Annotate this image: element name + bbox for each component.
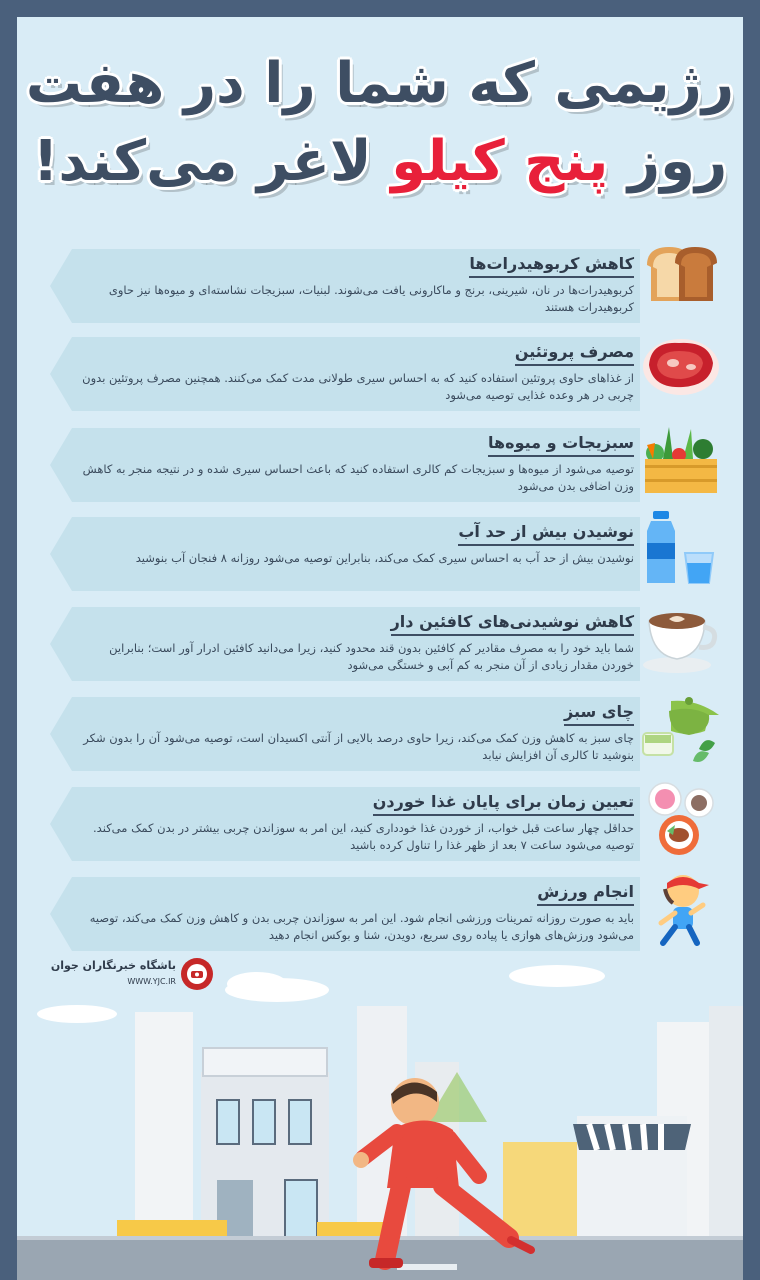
title-line-1: رژیمی که شما را در هفت [25, 51, 735, 116]
tip-body: حداقل چهار ساعت قبل خواب، از خوردن غذا خودداری کنید، این امر به سوزاندن چربی بیشتر در بدن کمک می‌کند. توصیه می‌شود ساعت ۷ بعد از ظهر غذا را تناول کرده باشید [93, 821, 634, 852]
tip-card [50, 249, 640, 323]
meat-icon [639, 327, 723, 405]
tip-title: کاهش نوشیدنی‌های کافئین دار [391, 611, 634, 636]
tip-card [50, 607, 640, 681]
tip-title: مصرف پروتئین [515, 341, 634, 366]
food-plates-icon [639, 779, 723, 857]
coffee-cup-icon [639, 599, 723, 677]
tip-title: تعیین زمان برای پایان غذا خوردن [373, 791, 634, 816]
tip-body: باید به صورت روزانه تمرینات ورزشی انجام شود. این امر به سوزاندن چربی بدن و کاهش وزن کمک می‌کند، توصیه می‌شود ورزش‌های هوازی یا پیاده روی سریع، دویدن، شنا و بوکس انجام دهید [89, 911, 634, 942]
building [135, 1012, 193, 1242]
tip-title: چای سبز [564, 701, 634, 726]
tip-body: کربوهیدرات‌ها در نان، شیرینی، برنج و ماکارونی یافت می‌شوند. لبنیات، سبزیجات نشاسته‌ای و میوه‌ها نیز حاوی کربوهیدرات هستند [108, 283, 634, 314]
tip-card [50, 517, 640, 591]
vegetable-crate-icon [639, 419, 723, 497]
tip-card [50, 787, 640, 861]
title-line-2 [17, 123, 743, 201]
infographic-panel [17, 17, 743, 1280]
cloud [509, 965, 605, 987]
tip-title: نوشیدن بیش از حد آب [458, 521, 634, 546]
city-running-scene [17, 952, 743, 1280]
title-highlight: پنج کیلو [391, 129, 609, 194]
cloud [227, 972, 287, 996]
fence [117, 1220, 227, 1238]
tip-card [50, 337, 640, 411]
building [709, 1006, 743, 1242]
title-line-2-suffix: لاغر می‌کند! [32, 129, 372, 194]
bread-icon [639, 235, 723, 313]
tip-title: انجام ورزش [537, 881, 634, 906]
runner-icon [639, 869, 723, 947]
tip-body: نوشیدن بیش از حد آب به احساس سیری کمک می‌کند، بنابراین توصیه می‌شود روزانه ۸ فنجان آب بنوشید [135, 551, 634, 565]
tip-body: چای سبز به کاهش وزن کمک می‌کند، زیرا حاوی درصد بالایی از آنتی اکسیدان است، توصیه می‌شود آن را بدون شکر بنوشید تا کالری آن افزایش نیابد [83, 731, 634, 762]
logo-url: WWW.YJC.IR [127, 977, 176, 986]
tip-card [50, 428, 640, 502]
tip-body: توصیه می‌شود از میوه‌ها و سبزیجات کم کالری استفاده کنید که باعث احساس سیری شده و در نتیجه منجر به کاهش وزن اضافی بدن می‌شود [82, 462, 634, 493]
tip-title: کاهش کربوهیدرات‌ها [469, 253, 634, 278]
page-title [17, 45, 743, 201]
tip-body: از غذاهای حاوی پروتئین استفاده کنید که به احساس سیری طولانی مدت کمک می‌کنند. همچنین مصرف پروتئین بدون چربی در هر وعده غذایی توصیه می‌شود [82, 371, 634, 402]
tip-body: شما باید خود را به مصرف مقادیر کم کافئین بدون قند محدود کنید، زیرا می‌دانید کافئین ادرار آور است؛ بنابراین خوردن مقدار زیادی از آن منجر به کم آبی و خستگی می‌شود [109, 641, 634, 672]
tip-card [50, 697, 640, 771]
logo-name: باشگاه خبرنگاران جوان [50, 959, 176, 972]
tip-card [50, 877, 640, 951]
title-line-2-prefix: روز [627, 129, 728, 194]
teapot-icon [639, 689, 723, 767]
water-bottle-icon [639, 509, 723, 587]
tip-title: سبزیجات و میوه‌ها [488, 432, 634, 457]
cloud [37, 1005, 117, 1023]
